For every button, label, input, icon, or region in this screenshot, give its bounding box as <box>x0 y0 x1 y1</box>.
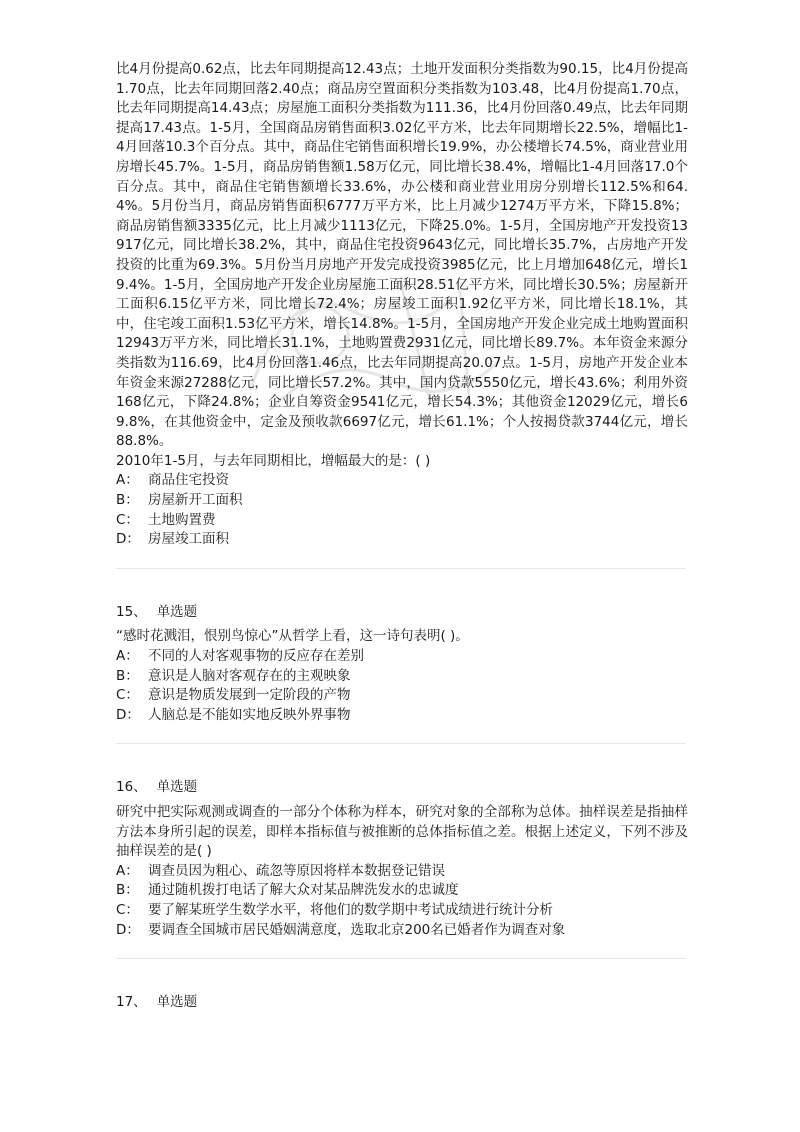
divider <box>116 568 686 569</box>
question-14-stem: 2010年1-5月，与去年同期相比，增幅最大的是：( ) <box>116 452 431 469</box>
question-16-option-a[interactable]: A： 调查员因为粗心、疏忽等原因将样本数据登记错误 <box>116 862 445 879</box>
question-15 <box>116 603 688 726</box>
document-page <box>116 60 688 1013</box>
passage-text: 比4月份提高0.62点，比去年同期提高12.43点；土地开发面积分类指数为90.15，比4月份提高1.70点，比去年同期回落2.40点；商品房空置面积分类指数为103.48，比4月份提高1.70点，比去年同期提高14.43点；房屋施工面积分类指数为111.36，比4月份回落0.49点，比去年同期提高17.43点。1-5月，全国商品房销售面积3.02亿平方米，比去年同期增长22.5%，增幅比1-4月回落10.3个百分点。其中，商品住宅销售面积增长19.9%，办公楼增长74.5%，商业营业用房增长45.7%。1-5月，商品房销售额1.58万亿元，同比增长38.4%，增幅比1-4月回落17.0个百分点。其中，商品住宅销售额增长33.6%，办公楼和商业营业用房分别增长112.5%和64.4%。5月份当月，商品房销售面积6777万平方米，比上月减少1274万平方米，下降15.8%；商品房销售额3335亿元，比上月减少1113亿元，下降25.0%。1-5月，全国房地产开发投资13917亿元，同比增长38.2%，其中，商品住宅投资9643亿元，同比增长35.7%，占房地产开发投资的比重为69.3%。5月份当月房地产开发完成投资3985亿元，比上月增加648亿元，增长19.4%。1-5月，全国房地产开发企业房屋施工面积28.51亿平方米，同比增长30.5%；房屋新开工面积6.15亿平方米，同比增长72.4%；房屋竣工面积1.92亿平方米，同比增长18.1%，其中，住宅竣工面积1.53亿平方米，增长14.8%。1-5月，全国房地产开发企业完成土地购置面积12943万平方米，同比增长31.1%，土地购置费2931亿元，同比增长89.7%。本年资金来源分类指数为116.69，比4月份回落1.46点，比去年同期提高20.07点。1-5月，房地产开发企业本年资金来源27288亿元，同比增长57.2%。其中，国内贷款5550亿元，增长43.6%；利用外资168亿元，下降24.8%；企业自筹资金9541亿元，增长54.3%；其他资金12029亿元，增长69.8%，在其他资金中，定金及预收款6697亿元，增长61.1%；个人按揭贷款3744亿元，增长88.8%。 <box>116 61 688 450</box>
question-14-option-c[interactable]: C： 土地购置费 <box>116 511 216 528</box>
question-14-option-b[interactable]: B： 房屋新开工面积 <box>116 492 243 509</box>
question-14-option-a[interactable]: A： 商品住宅投资 <box>116 472 229 489</box>
question-16-option-b[interactable]: B： 通过随机拨打电话了解大众对某品牌洗发水的忠诚度 <box>116 882 459 899</box>
question-15-option-c[interactable]: C： 意识是物质发展到一定阶段的产物 <box>116 687 351 704</box>
question-17-header: 17、 单选题 <box>116 994 198 1011</box>
question-14 <box>116 452 688 550</box>
question-16-option-c[interactable]: C： 要了解某班学生数学水平，将他们的数学期中考试成绩进行统计分析 <box>116 901 553 918</box>
question-16-stem: 研究中把实际观测或调查的一部分个体称为样本，研究对象的全部称为总体。抽样误差是指抽样方法本身所引起的误差，即样本指标值与被推断的总体指标值之差。根据上述定义，下列不涉及抽样误差的是( ) <box>116 804 688 860</box>
question-16-option-d[interactable]: D： 要调查全国城市居民婚姻满意度，选取北京200名已婚者作为调查对象 <box>116 921 566 938</box>
question-15-option-a[interactable]: A： 不同的人对客观事物的反应存在差别 <box>116 648 364 665</box>
question-14-option-d[interactable]: D： 房屋竣工面积 <box>116 531 229 548</box>
question-15-header: 15、 单选题 <box>116 603 198 620</box>
question-15-stem: “感时花溅泪，恨别鸟惊心”从哲学上看，这一诗句表明( )。 <box>116 628 469 645</box>
question-15-option-d[interactable]: D： 人脑总是不能如实地反映外界事物 <box>116 706 351 723</box>
question-16-header: 16、 单选题 <box>116 779 198 796</box>
divider <box>116 958 686 959</box>
question-17 <box>116 993 688 1013</box>
question-15-option-b[interactable]: B： 意识是人脑对客观存在的主观映象 <box>116 667 351 684</box>
divider <box>116 743 686 744</box>
question-16 <box>116 778 688 940</box>
